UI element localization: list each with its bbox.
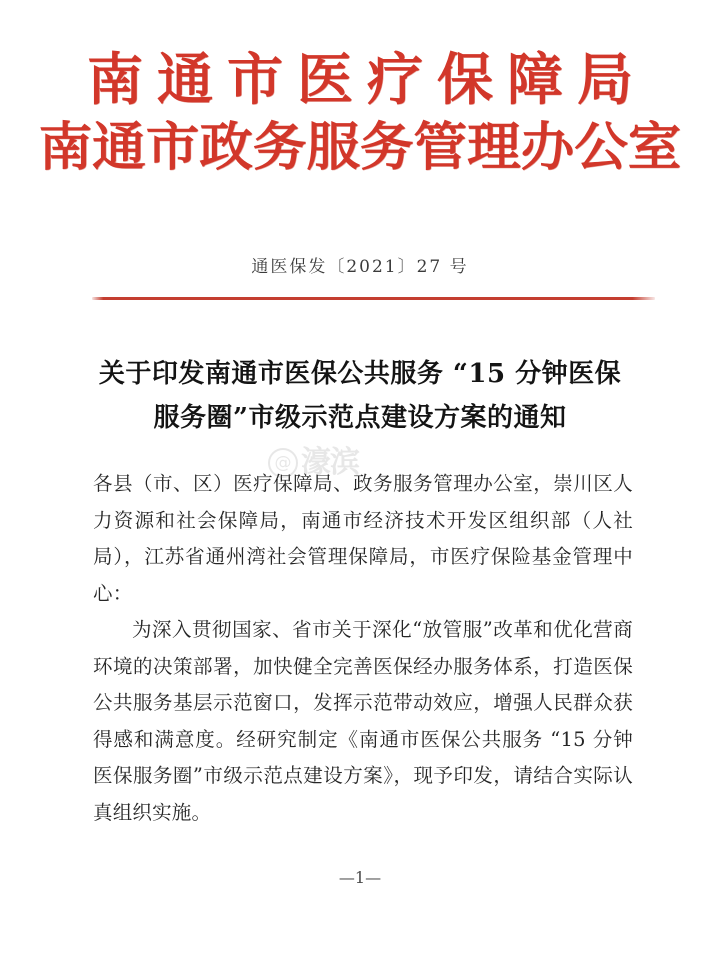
document-title <box>96 352 624 440</box>
watermark-at-icon: @ <box>268 448 298 478</box>
letterhead-line-primary: 南通市医疗保障局 <box>87 47 647 113</box>
page-number: —1— <box>338 868 382 887</box>
body-recipients: 各县（市、区）医疗保障局、政务服务管理办公室，崇川区人力资源和社会保障局，南通市经济技术开发区组织部（人社局），江苏省通州湾社会管理保障局，市医疗保险基金管理中心： <box>93 472 633 605</box>
document-title-line-2: 服务圈”市级示范点建设方案的通知 <box>153 403 567 433</box>
red-separator-rule <box>92 297 655 300</box>
watermark-label: 濠滨 <box>301 445 359 480</box>
document-body <box>93 466 633 831</box>
letterhead-line-secondary: 南通市政务服务管理办公室 <box>38 117 682 178</box>
document-title-line-1: 关于印发南通市医保公共服务 “15 分钟医保 <box>98 359 622 389</box>
letterhead <box>0 47 720 178</box>
document-serial-number: 通医保发〔2021〕27 号 <box>251 257 469 277</box>
body-paragraph-1: 为深入贯彻国家、省市关于深化“放管服”改革和优化营商环境的决策部署，加快健全完善医保经办服务体系，打造医保公共服务基层示范窗口，发挥示范带动效应，增强人民群众获得感和满意度。经研究制定《南通市医保公共服务 “15 分钟医保服务圈”市级示范点建设方案》，现予印发，请结合实际认真组织实施。 <box>93 618 633 824</box>
